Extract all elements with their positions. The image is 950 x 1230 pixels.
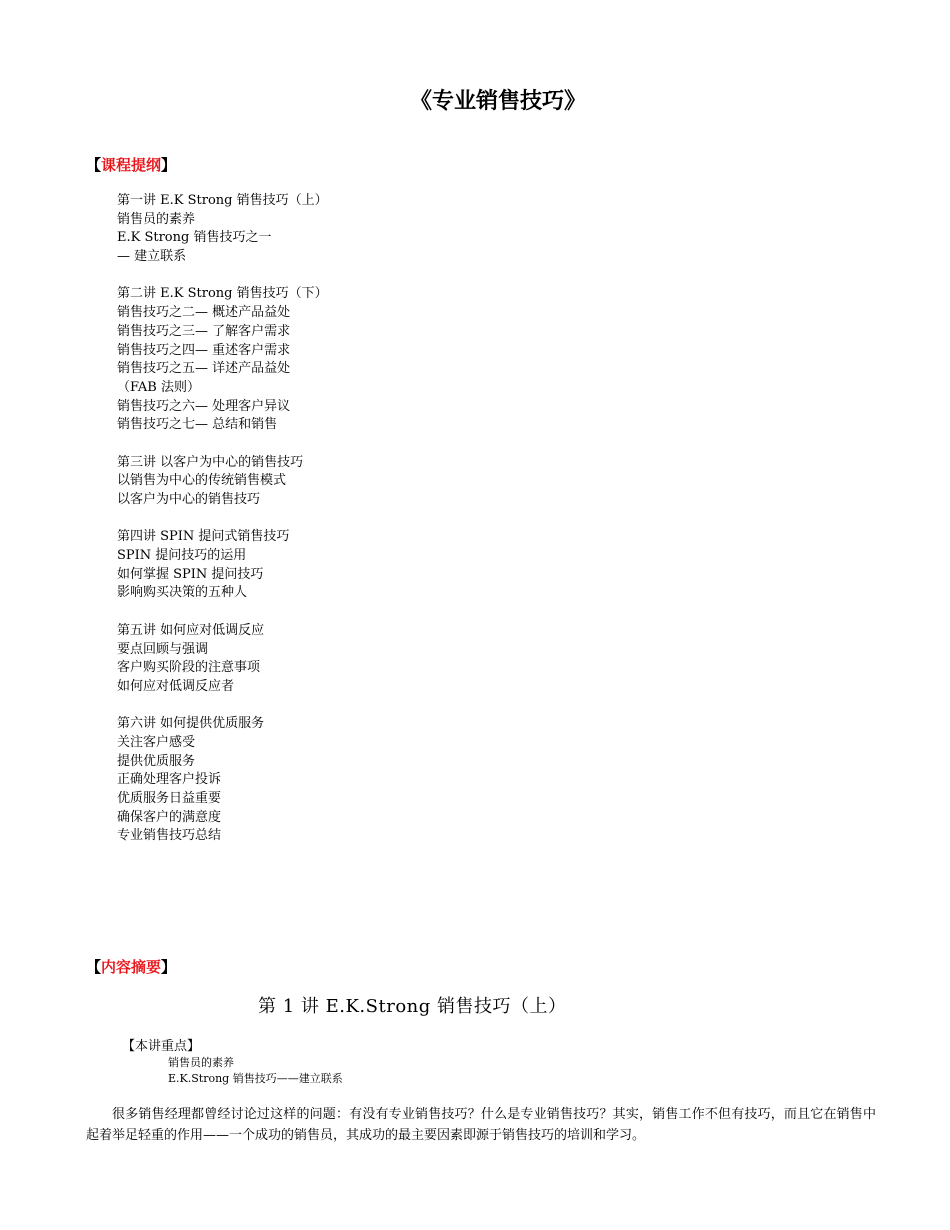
- outline-lecture-group: [117, 192, 328, 267]
- focus-list: [168, 1055, 343, 1087]
- outline-lecture-heading: 第四讲 SPIN 提问式销售技巧: [117, 529, 290, 545]
- outline-item: 销售技巧之四— 重述客户需求: [117, 342, 291, 358]
- outline-item: SPIN 提问技巧的运用: [117, 548, 247, 564]
- focus-heading: 【本讲重点】: [122, 1039, 201, 1054]
- focus-item: E.K.Strong 销售技巧——建立联系: [168, 1072, 343, 1085]
- outline-item: 正确处理客户投诉: [117, 772, 222, 788]
- outline-lecture-group: [117, 715, 328, 846]
- outline-lecture-heading: 第三讲 以客户为中心的销售技巧: [117, 454, 304, 470]
- outline-item: 优质服务日益重要: [117, 791, 222, 806]
- outline-lecture-group: [117, 528, 328, 603]
- outline-lecture-heading: 第六讲 如何提供优质服务: [117, 716, 265, 732]
- outline-item: 如何应对低调反应者: [117, 678, 235, 694]
- outline-item: 销售员的素养: [117, 211, 196, 227]
- document-title: 《专业销售技巧》: [409, 89, 586, 114]
- outline-section-label: 课程提纲: [101, 156, 162, 174]
- outline-item: E.K Strong 销售技巧之一: [117, 230, 272, 246]
- outline-lecture-heading: 第二讲 E.K Strong 销售技巧（下）: [117, 286, 328, 302]
- bracket-right: 】: [161, 156, 177, 174]
- outline-item: 销售技巧之六— 处理客户异议: [117, 398, 291, 414]
- outline-lecture-group: [117, 454, 328, 510]
- outline-item: 客户购买阶段的注意事项: [117, 660, 261, 676]
- outline-item: 销售技巧之三— 了解客户需求: [117, 323, 291, 339]
- intro-paragraph: 很多销售经理都曾经讨论过这样的问题：有没有专业销售技巧？什么是专业销售技巧？其实，销售工作不但有技巧，而且它在销售中起着举足轻重的作用——一个成功的销售员，其成功的最主要因素即源于销售技巧的培训和学习。: [86, 1107, 876, 1143]
- outline-item: 关注客户感受: [117, 734, 196, 750]
- bracket-left: 【: [86, 156, 102, 174]
- lecture-title: 第 1 讲 E.K.Strong 销售技巧（上）: [258, 996, 567, 1017]
- outline-item: 影响购买决策的五种人: [117, 585, 248, 601]
- outline-lecture-heading: 第五讲 如何应对低调反应: [117, 622, 265, 638]
- outline-item: （FAB 法则）: [117, 379, 200, 395]
- outline-lecture-group: [117, 285, 328, 435]
- summary-section-heading: [86, 957, 176, 977]
- bracket-right: 】: [161, 958, 177, 976]
- outline-item: 以客户为中心的销售技巧: [117, 492, 261, 507]
- outline-item: 销售技巧之五— 详述产品益处: [117, 361, 291, 377]
- outline-item: 要点回顾与强调: [117, 641, 209, 657]
- bracket-left: 【: [86, 958, 102, 976]
- focus-item: 销售员的素养: [168, 1056, 234, 1069]
- outline-item: 如何掌握 SPIN 提问技巧: [117, 566, 264, 582]
- course-outline: [117, 192, 328, 865]
- outline-section-heading: [86, 155, 176, 175]
- outline-item: 以销售为中心的传统销售模式: [117, 473, 287, 489]
- outline-item: 确保客户的满意度: [117, 809, 222, 825]
- outline-item: 销售技巧之二— 概述产品益处: [117, 305, 291, 321]
- summary-section-label: 内容摘要: [101, 958, 162, 976]
- outline-item: — 建立联系: [117, 249, 187, 265]
- outline-lecture-heading: 第一讲 E.K Strong 销售技巧（上）: [117, 193, 328, 208]
- outline-lecture-group: [117, 622, 328, 697]
- outline-item: 销售技巧之七— 总结和销售: [117, 417, 278, 433]
- outline-item: 提供优质服务: [117, 753, 196, 769]
- outline-item: 专业销售技巧总结: [117, 828, 222, 844]
